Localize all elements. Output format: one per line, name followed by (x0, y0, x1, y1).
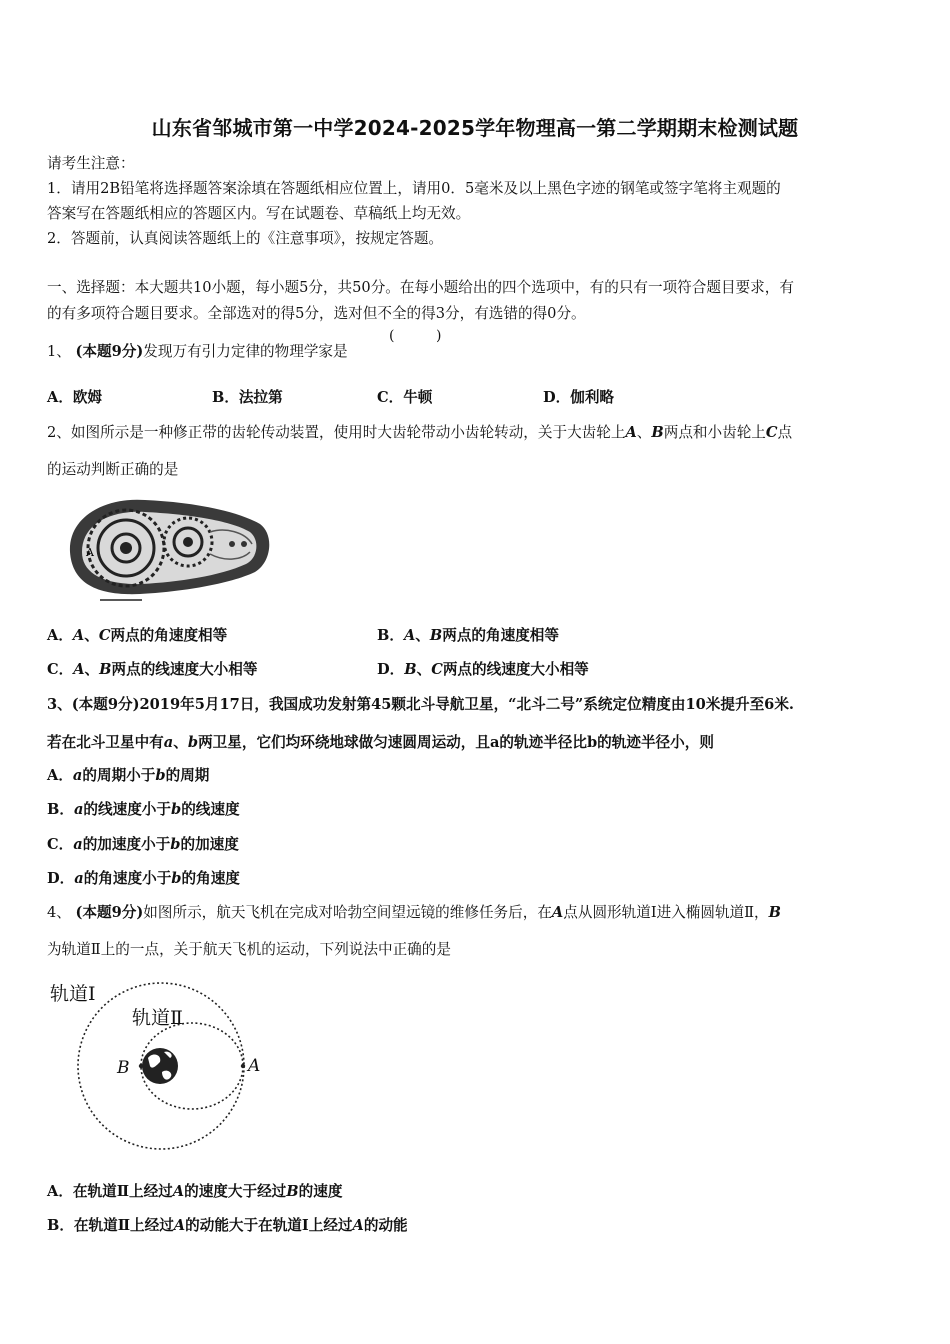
q4-option-a[interactable]: A．在轨道Ⅱ上经过A的速度大于经过B的速度 (47, 1183, 343, 1200)
q2-option-c[interactable]: C．A、B两点的线速度大小相等 (47, 661, 258, 678)
var-c: C (765, 424, 778, 441)
q4-text: 如图所示，航天飞机在完成对哈勃空间望远镜的维修任务后，在 (143, 904, 552, 921)
orbit-2-label: 轨道Ⅱ (132, 1007, 183, 1029)
question-4-stem-line-1 (47, 901, 781, 922)
question-2-stem-line-1 (47, 421, 792, 442)
section-header-line-2: 的有多项符合题目要求。全部选对的得5分，选对但不全的得3分，有选错的得0分。 (47, 305, 586, 322)
var-a: A (625, 424, 637, 441)
q2-text: 、 (636, 424, 652, 441)
q1-option-c[interactable]: C．牛顿 (377, 389, 433, 406)
q1-option-a[interactable]: A．欧姆 (47, 389, 103, 406)
notice-line-2: 2．答题前，认真阅读答题纸上的《注意事项》，按规定答题。 (47, 230, 444, 247)
orbit-figure (44, 974, 274, 1159)
point-b-label: B (117, 1058, 130, 1078)
q3-option-a[interactable]: A．a的周期小于b的周期 (47, 767, 210, 784)
var-b: B (651, 424, 664, 441)
question-4-stem-line-2: 为轨道Ⅱ上的一点，关于航天飞机的运动，下列说法中正确的是 (47, 941, 451, 958)
svg-text:A: A (86, 546, 94, 559)
gear-figure (60, 492, 275, 604)
q1-option-d[interactable]: D．伽利略 (543, 389, 615, 406)
q2-text: 2、如图所示是一种修正带的齿轮传动装置，使用时大齿轮带动小齿轮转动，关于大齿轮上 (47, 424, 626, 441)
q3-option-b[interactable]: B．a的线速度小于b的线速度 (47, 801, 240, 818)
question-3-stem-line-2: 若在北斗卫星中有a、b两卫星，它们均环绕地球做匀速圆周运动，且a的轨迹半径比b的轨迹半径小，则 (47, 734, 714, 751)
question-1-stem (47, 340, 348, 361)
notice-line-1b: 答案写在答题纸相应的答题区内。写在试题卷、草稿纸上均无效。 (47, 205, 471, 222)
point-a-label: A (248, 1056, 261, 1076)
question-text: 发现万有引力定律的物理学家是 (143, 343, 348, 360)
score-tag: (本题9分) (75, 904, 144, 921)
q2-option-d[interactable]: D．B、C两点的线速度大小相等 (377, 661, 589, 678)
var-a: A (551, 904, 564, 921)
notice-heading: 请考生注意： (47, 155, 135, 172)
question-number: 1、 (47, 343, 71, 360)
notice-line-1: 1．请用2B铅笔将选择题答案涂填在答题纸相应位置上，请用0．5毫米及以上黑色字迹的钢笔或签字笔将主观题的 (47, 180, 781, 197)
question-2-stem-line-2: 的运动判断正确的是 (47, 461, 179, 478)
q3-option-d[interactable]: D．a的角速度小于b的角速度 (47, 870, 240, 887)
page-title: 山东省邹城市第一中学2024-2025学年物理高一第二学期期末检测试题 (151, 116, 799, 140)
score-tag: (本题9分) (75, 343, 144, 360)
q4-text: 点从圆形轨道Ⅰ进入椭圆轨道Ⅱ， (563, 904, 769, 921)
q2-text: 点 (777, 424, 793, 441)
section-header-line-1: 一、选择题：本大题共10小题，每小题5分，共50分。在每小题给出的四个选项中，有的只有一项符合题目要求，有 (47, 279, 794, 296)
var-b: B (768, 904, 781, 921)
q2-option-a[interactable]: A．A、C两点的角速度相等 (47, 627, 228, 644)
orbit-1-label: 轨道Ⅰ (50, 983, 96, 1005)
question-3-stem-line-1: 3、(本题9分)2019年5月17日，我国成功发射第45颗北斗导航卫星，“北斗二号”系统定位精度由10米提升至6米. (47, 696, 794, 713)
question-number: 4、 (47, 904, 71, 921)
q1-option-b[interactable]: B．法拉第 (212, 389, 283, 406)
answer-paren-right: ) (436, 328, 442, 344)
q3-option-c[interactable]: C．a的加速度小于b的加速度 (47, 836, 239, 853)
q2-option-b[interactable]: B．A、B两点的角速度相等 (377, 627, 559, 644)
q4-option-b[interactable]: B．在轨道Ⅱ上经过A的动能大于在轨道I上经过A的动能 (47, 1217, 408, 1234)
answer-paren-left: ( (389, 328, 395, 344)
q2-text: 两点和小齿轮上 (663, 424, 766, 441)
